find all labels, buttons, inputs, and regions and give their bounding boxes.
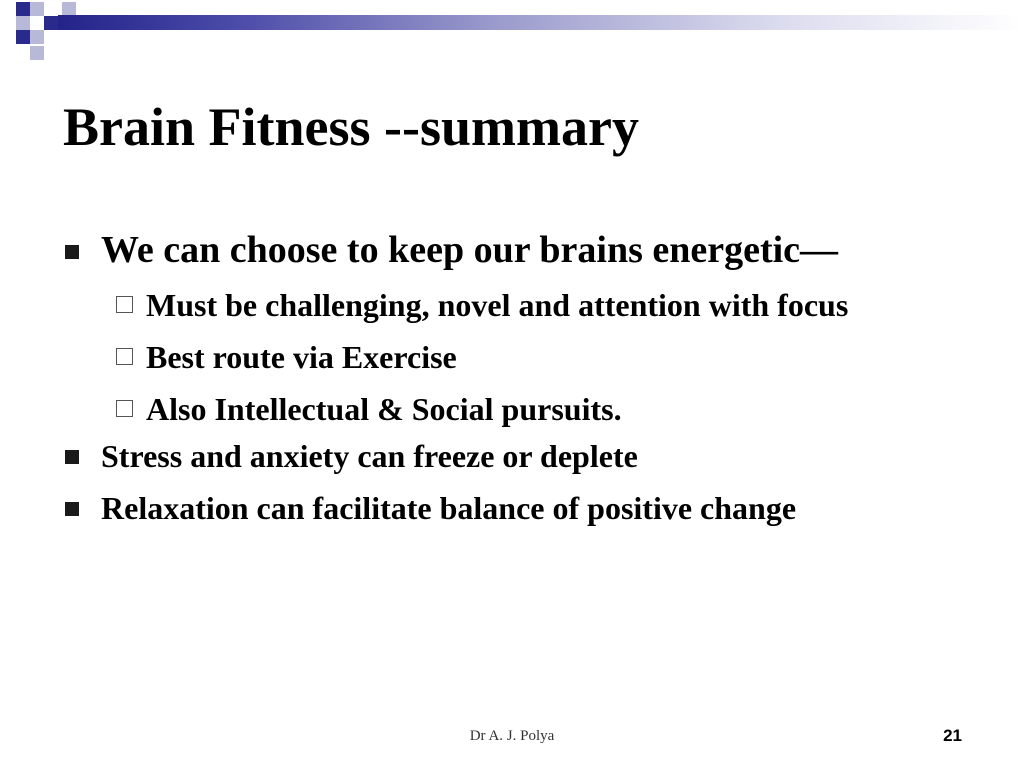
slide-title: Brain Fitness --summary [63, 97, 639, 157]
bullet-text: We can choose to keep our brains energetic— [101, 229, 839, 271]
decor-square [16, 16, 30, 30]
hollow-square-icon [116, 348, 133, 365]
decor-square [16, 2, 30, 16]
decor-square [30, 30, 44, 44]
footer-author: Dr A. J. Polya [469, 728, 555, 744]
slide-number: 21 [943, 726, 962, 745]
filled-square-icon [65, 502, 79, 516]
bullet-list [63, 224, 983, 534]
sub-bullet-text: Must be challenging, novel and attention with focus [146, 287, 849, 323]
bullet-text: Stress and anxiety can freeze or deplete [101, 438, 638, 474]
header-gradient-bar [58, 15, 1024, 30]
hollow-square-icon [116, 400, 133, 417]
sub-bullet-item [63, 284, 983, 326]
filled-square-icon [65, 245, 79, 259]
bullet-text: Relaxation can facilitate balance of positive change [101, 490, 797, 526]
sub-bullet-text: Best route via Exercise [146, 339, 457, 375]
sub-bullet-item [63, 388, 983, 430]
bullet-item [63, 430, 983, 482]
hollow-square-icon [116, 296, 133, 313]
filled-square-icon [65, 450, 79, 464]
decor-square [30, 2, 44, 16]
decor-square [16, 30, 30, 44]
decor-square [30, 46, 44, 60]
sub-bullet-item [63, 336, 983, 378]
bullet-item [63, 224, 983, 276]
bullet-item [63, 482, 983, 534]
decor-square [44, 16, 58, 30]
sub-bullet-text: Also Intellectual & Social pursuits. [146, 391, 622, 427]
decor-square [62, 2, 76, 16]
